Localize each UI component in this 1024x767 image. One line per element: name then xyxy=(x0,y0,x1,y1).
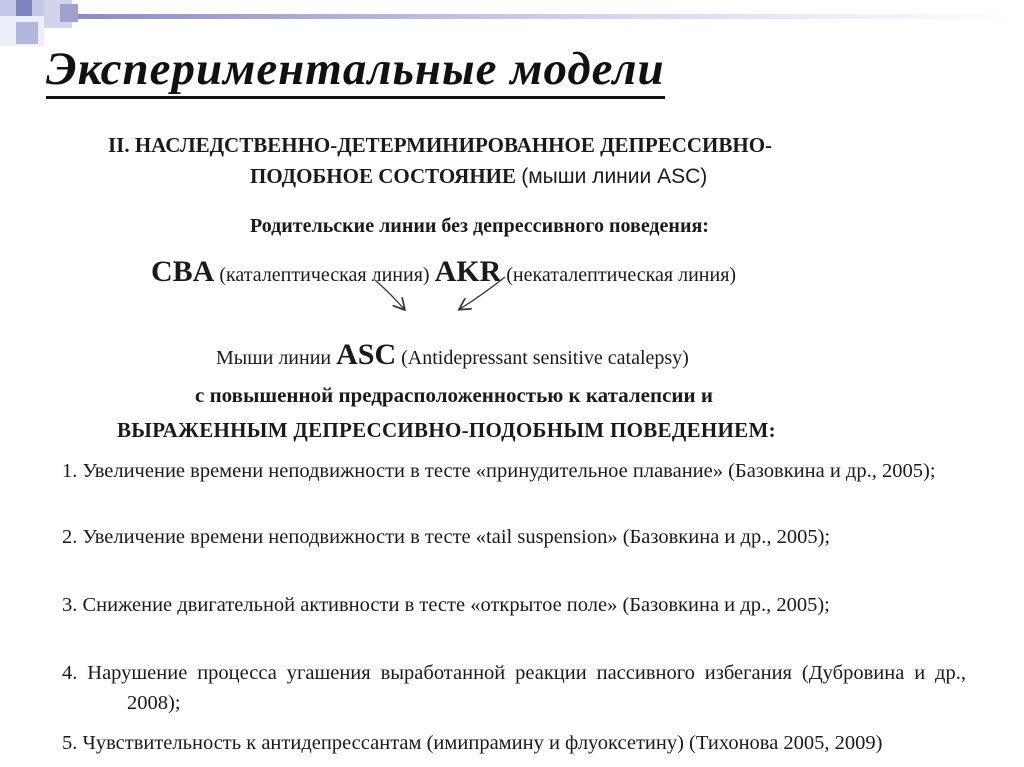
finding-item-3: 3. Снижение двигательной активности в тесте «открытое поле» (Базовкина и др., 2005); xyxy=(62,594,830,616)
mice-prefix: Мыши линии xyxy=(216,347,332,369)
arrow-right-icon xyxy=(460,277,505,309)
cross-arrows xyxy=(360,275,520,320)
asc-desc: (Antidepressant sensitive catalepsy) xyxy=(401,347,689,369)
expressed-behavior-heading: ВЫРАЖЕННЫМ ДЕПРЕССИВНО-ПОДОБНЫМ ПОВЕДЕНИЕМ: xyxy=(117,418,776,442)
corner-decoration xyxy=(16,0,32,16)
corner-decoration xyxy=(60,4,78,22)
heading-paren: (мыши линии ASC) xyxy=(521,165,708,188)
strain-cba: CBA xyxy=(151,255,215,288)
section-heading-line2 xyxy=(250,164,707,189)
section-heading-line1: II. НАСЛЕДСТВЕННО-ДЕТЕРМИНИРОВАННОЕ ДЕПРЕССИВНО- xyxy=(108,133,773,157)
heading-caps: ПОДОБНОЕ СОСТОЯНИЕ xyxy=(250,164,516,188)
corner-decoration xyxy=(16,22,38,44)
finding-item-5: 5. Чувствительность к антидепрессантам (имипрамину и флуоксетину) (Тихонова 2005, 2009) xyxy=(62,732,883,754)
top-gradient-bar xyxy=(78,14,1024,19)
finding-item-2: 2. Увеличение времени неподвижности в тесте «tail suspension» (Базовкина и др., 2005); xyxy=(62,526,831,548)
slide-title: Экспериментальные модели xyxy=(46,42,665,99)
strain-akr: AKR xyxy=(434,255,502,288)
parents-label: Родительские линии без депрессивного поведения: xyxy=(250,215,709,237)
strain-asc: ASC xyxy=(336,338,397,371)
strain-akr-desc: (некаталептическая линия) xyxy=(506,264,737,286)
arrow-left-icon xyxy=(375,280,404,309)
strain-cba-desc: (каталептическая линия) xyxy=(219,264,430,286)
predisposition-text: с повышенной предрасположенностью к каталепсии и xyxy=(195,383,713,407)
asc-mice-line xyxy=(216,338,689,372)
finding-item-4: 4. Нарушение процесса угашения выработанной реакции пассивного избегания (Дубровина и др., 2008); xyxy=(62,662,966,714)
finding-item-1: 1. Увеличение времени неподвижности в тесте «принудительное плавание» (Базовкина и др., 2005); xyxy=(62,460,936,482)
